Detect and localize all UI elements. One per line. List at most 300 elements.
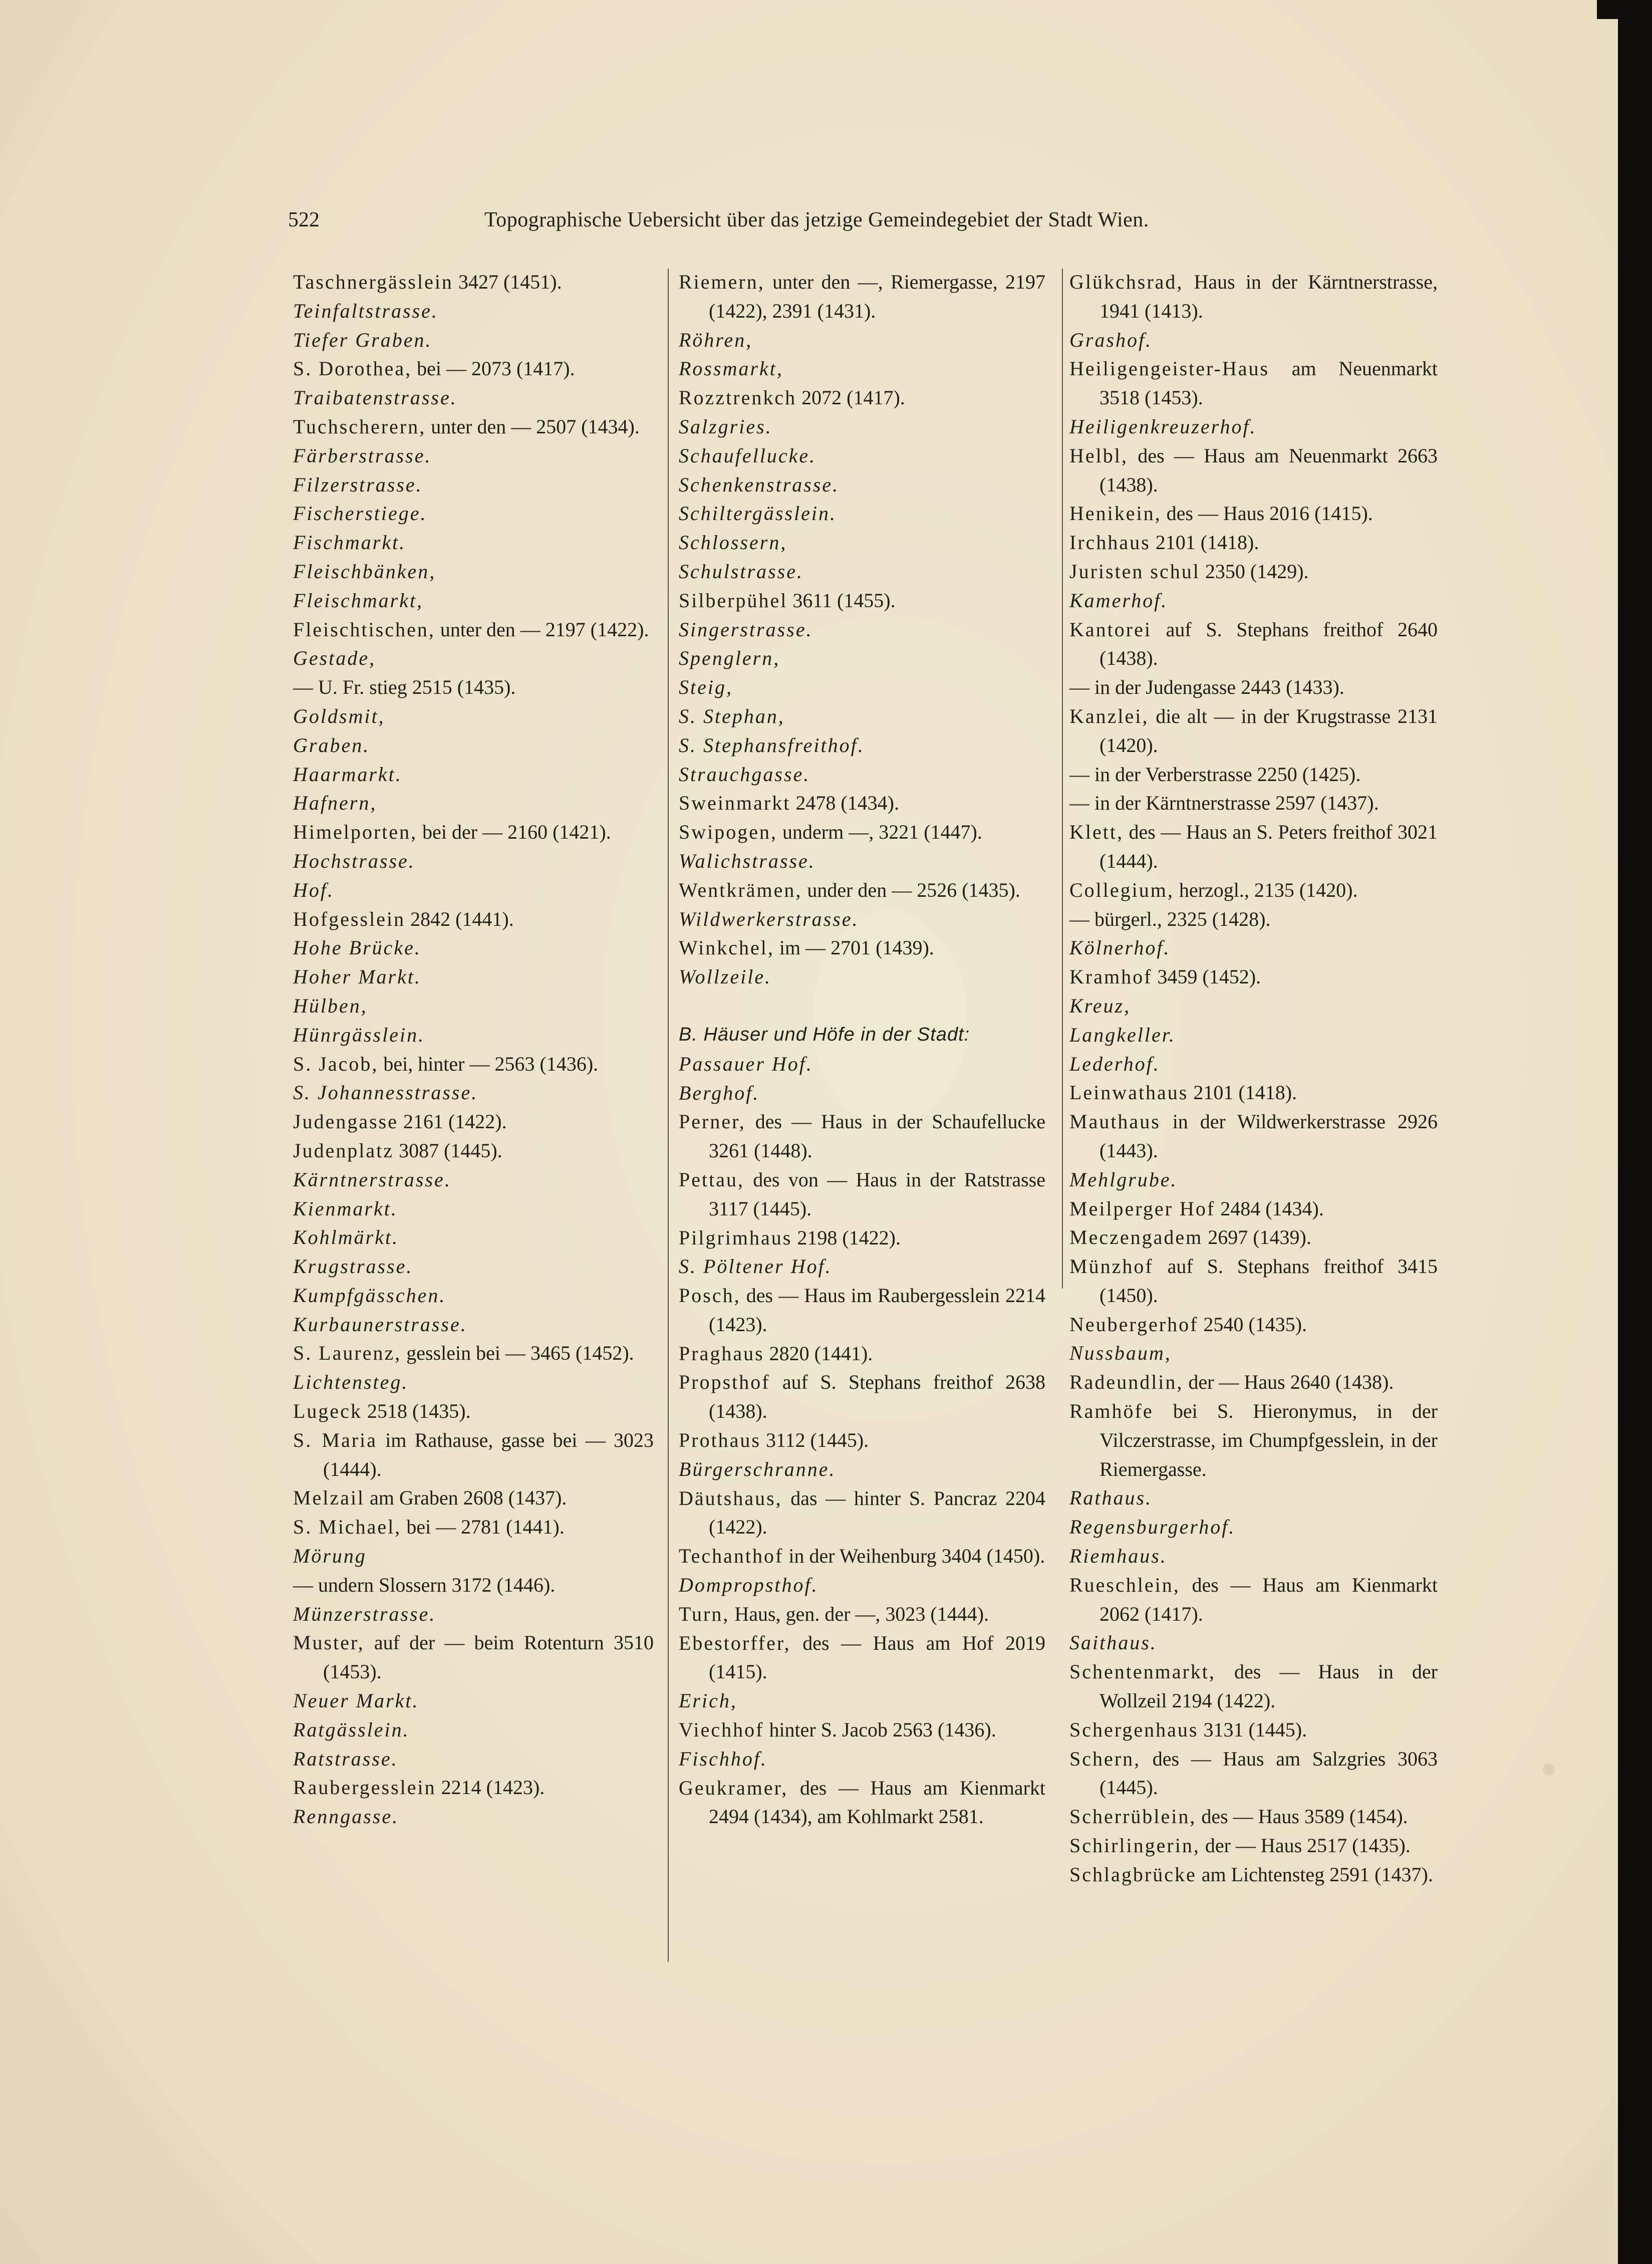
entry-headword: S. Jacob, [293,1052,379,1075]
entry-headword: Schentenmarkt, [1069,1660,1216,1683]
entry-headword: Geukramer, [679,1776,788,1799]
entry-detail: am Graben 2608 (1437). [365,1486,567,1510]
entry-detail: 2842 (1441). [405,907,514,930]
page-header [288,208,1245,238]
entry-detail: 2198 (1422). [792,1226,901,1249]
index-entry [679,615,1045,644]
entry-detail: 3112 (1445). [761,1429,869,1452]
index-entry [679,673,1045,702]
entry-headword: Filzerstrasse. [293,473,423,496]
index-entry [1069,1397,1438,1483]
index-entry [293,731,654,760]
entry-headword: Schirlingerin, [1069,1834,1200,1857]
entry-headword: Raubergesslein [293,1776,436,1799]
entry-headword: Henikein, [1069,502,1162,525]
entry-headword: Helbl, [1069,444,1128,467]
entry-headword: Kölnerhof. [1069,936,1171,959]
entry-detail: des — Haus am Neuenmarkt 2663 (1438). [1099,444,1438,496]
index-entry [679,1107,1045,1165]
entry-headword: Strauchgasse. [679,763,810,786]
index-entry [1069,1252,1438,1310]
entry-detail: das — hinter S. Pancraz 2204 (1422). [709,1486,1045,1539]
entry-headword: Schern, [1069,1747,1141,1770]
entry-headword: Viechhof [679,1718,764,1741]
entry-headword: Langkeller. [1069,1023,1176,1046]
entry-headword: Münzerstrasse. [293,1602,436,1625]
entry-detail: des — Haus im Raubergesslein 2214 (1423). [709,1284,1045,1336]
entry-detail: 2101 (1418). [1150,531,1259,554]
entry-headword: Wildwerkerstrasse. [679,907,859,930]
index-entry [1069,933,1438,962]
entry-headword: Lederhof. [1069,1052,1160,1075]
entry-detail: 2484 (1434). [1215,1197,1324,1220]
entry-detail: der — Haus 2640 (1438). [1183,1371,1394,1394]
entry-headword: Berghof. [679,1081,760,1104]
entry-headword: Salzgries. [679,415,772,438]
entry-headword: Schergenhaus [1069,1718,1199,1741]
index-entry [679,1600,1045,1629]
index-entry [1069,1194,1438,1223]
entry-headword: Pilgrimhaus [679,1226,792,1249]
page-number: 522 [288,208,320,231]
index-entry [679,1484,1045,1542]
index-entry [293,702,654,731]
entry-detail: auf der — beim Rotenturn 3510 (1453). [323,1631,654,1683]
index-entry [293,1107,654,1136]
index-entry [1069,528,1438,557]
entry-detail: des — Haus am Kienmarkt 2494 (1434), am Kohlmarkt 2581. [709,1776,1045,1828]
entry-detail: 3087 (1445). [394,1139,502,1162]
entry-headword: Fischhof. [679,1747,767,1770]
index-entry [679,1368,1045,1426]
entry-headword: Schulstrasse. [679,560,803,583]
entry-headword: Regensburgerhof. [1069,1516,1236,1539]
index-entry [293,1426,654,1484]
index-entry [293,1483,654,1513]
entry-headword: S. Stephansfreithof. [679,733,865,757]
index-entry [293,470,654,499]
entry-detail: unter den —, Riemergasse, 2197 (1422), 2391 (1431). [709,271,1045,322]
entry-detail: 2820 (1441). [764,1342,873,1365]
entry-headword: Walichstrasse. [679,849,815,872]
entry-headword: Traibatenstrasse. [293,386,457,409]
entry-headword: Hochstrasse. [293,849,415,872]
index-entry [679,760,1045,789]
entry-detail: bei — 2781 (1441). [401,1516,565,1539]
paper-stain [1543,1764,1555,1776]
entry-headword: Techanthof [679,1545,784,1568]
entry-headword: Rozztrenkch [679,386,797,409]
index-entry [1069,1744,1438,1803]
index-entry [293,1368,654,1397]
index-entry [293,1310,654,1339]
entry-headword: Pettau, [679,1168,744,1191]
entry-headword: Haarmarkt. [293,763,402,786]
entry-detail: des von — Haus in der Ratstrasse 3117 (1445). [709,1168,1045,1220]
index-entry [1069,1339,1438,1368]
entry-headword: Münzhof [1069,1255,1154,1278]
index-entry [293,326,654,355]
index-entry [679,383,1045,412]
index-entry [679,1281,1045,1339]
entry-detail: 2518 (1435). [362,1400,471,1423]
index-entry [1069,586,1438,615]
entry-detail: under den — 2526 (1435). [802,878,1020,901]
entry-detail: des — Haus 2016 (1415). [1161,502,1373,525]
index-entry [679,441,1045,470]
index-entry [679,1050,1045,1079]
entry-headword: Ebestorffer, [679,1631,791,1654]
index-entry [1069,1513,1438,1542]
index-entry [679,1455,1045,1484]
entry-headword: Melzail [293,1486,365,1510]
entry-headword: Gestade, [293,647,376,670]
index-entry [293,673,654,702]
entry-headword: Fischmarkt. [293,531,406,554]
entry-headword: Schaufellucke. [679,444,816,467]
entry-headword: Wentkrämen, [679,878,802,901]
index-entry [1069,1657,1438,1715]
index-entry [1069,326,1438,355]
entry-detail: im — 2701 (1439). [774,936,934,959]
index-entry [679,731,1045,760]
entry-detail: 2214 (1423). [436,1776,545,1799]
index-entry [679,1629,1045,1687]
entry-headword: Himelporten, [293,821,418,844]
index-entry [293,1339,654,1368]
entry-headword: Renngasse. [293,1805,399,1828]
index-entry [679,586,1045,615]
entry-headword: Tuchscherern, [293,415,426,438]
running-title: Topographische Uebersicht über das jetzige Gemeindegebiet der Stadt Wien. [484,208,1149,231]
entry-detail: des — Haus am Salzgries 3063 (1445). [1099,1747,1438,1799]
entry-detail: des — Haus 3589 (1454). [1196,1805,1408,1828]
index-entry [293,818,654,847]
entry-headword: — bürgerl., 2325 (1428). [1069,907,1271,930]
index-entry [1069,1368,1438,1397]
index-entry [1069,1715,1438,1744]
entry-headword: S. Michael, [293,1516,402,1539]
entry-detail: auf S. Stephans freithof 3415 (1450). [1099,1255,1438,1307]
entry-headword: Judengasse [293,1110,398,1133]
index-entry [293,557,654,586]
section-spacer [679,991,1045,1021]
index-entry [293,905,654,934]
entry-detail: underm —, 3221 (1447). [777,821,982,844]
index-entry [293,1513,654,1542]
entry-headword: Meczengadem [1069,1226,1203,1249]
index-entry [1069,615,1438,673]
index-entry [679,702,1045,731]
index-entry [1069,499,1438,528]
entry-detail: in der Weihenburg 3404 (1450). [783,1545,1045,1568]
entry-headword: Heiligenkreuzerhof. [1069,415,1257,438]
entry-headword: Fleischtischen, [293,618,435,641]
index-entry [679,499,1045,528]
entry-headword: Dompropsthof. [679,1574,818,1597]
entry-headword: Singerstrasse. [679,618,813,641]
index-column-3 [1069,268,1438,1889]
entry-detail: am Lichtensteg 2591 (1437). [1196,1863,1433,1886]
entry-headword: Röhren, [679,328,753,351]
entry-headword: Fischerstiege. [293,502,427,525]
index-entry [679,470,1045,499]
index-entry [1069,1223,1438,1252]
index-entry [293,1773,654,1802]
entry-detail: 3427 (1451). [453,271,562,293]
index-entry [293,1078,654,1107]
index-entry [679,1715,1045,1744]
index-entry [293,1744,654,1774]
index-entry [293,1252,654,1281]
entry-headword: Posch, [679,1284,741,1307]
entry-headword: Schlossern, [679,531,787,554]
index-entry [293,1165,654,1194]
index-entry [293,297,654,326]
entry-headword: Kramhof [1069,965,1153,988]
entry-detail: die alt — in der Krugstrasse 2131 (1420). [1099,704,1438,757]
entry-detail: 2101 (1418). [1188,1081,1297,1104]
index-entry [679,962,1045,991]
entry-headword: Propsthof [679,1371,770,1394]
entry-headword: S. Laurenz, [293,1342,402,1365]
entry-headword: Bürgerschranne. [679,1457,836,1480]
index-entry [679,933,1045,962]
entry-headword: Juristen schul [1069,560,1200,583]
index-entry [1069,876,1438,905]
entry-detail: 2161 (1422). [398,1110,507,1133]
index-entry [293,876,654,905]
entry-headword: Silberpühel [679,589,788,612]
entry-headword: Erich, [679,1689,737,1712]
index-entry [293,586,654,615]
entry-detail: in der Wildwerkerstrasse 2926 (1443). [1099,1110,1438,1162]
index-entry [293,1281,654,1310]
entry-headword: Hof. [293,878,334,901]
entry-headword: Saithaus. [1069,1631,1157,1654]
index-entry [1069,991,1438,1021]
entry-headword: Kurbaunerstrasse. [293,1313,467,1336]
entry-headword: — U. Fr. stieg 2515 (1435). [293,676,516,699]
entry-headword: Lichtensteg. [293,1371,409,1394]
index-entry [1069,1050,1438,1079]
entry-headword: Muster, [293,1631,365,1654]
entry-headword: Fleischmarkt, [293,589,424,612]
entry-headword: Däutshaus, [679,1486,782,1510]
entry-detail: 3459 (1452). [1152,965,1261,988]
entry-headword: — in der Verberstrasse 2250 (1425). [1069,763,1361,786]
index-entry [679,1426,1045,1455]
index-entry [293,1021,654,1050]
index-entry [1069,702,1438,760]
index-entry [679,1223,1045,1252]
entry-headword: Riemhaus. [1069,1545,1167,1568]
entry-headword: Radeundlin, [1069,1371,1184,1394]
index-entry [293,789,654,818]
index-entry [1069,760,1438,789]
entry-detail: bei — 2073 (1417). [412,357,575,380]
index-entry [293,1194,654,1223]
entry-detail: des — Haus am Hof 2019 (1415). [709,1631,1045,1683]
entry-detail: des — Haus an S. Peters freithof 3021 (1444). [1099,821,1438,872]
entry-headword: Heiligengeister-Haus [1069,357,1270,380]
index-entry [1069,1165,1438,1194]
entry-headword: Spenglern, [679,647,780,670]
entry-headword: Schlagbrücke [1069,1863,1197,1886]
index-entry [679,1686,1045,1715]
entry-headword: Neuer Markt. [293,1689,419,1712]
index-entry [1069,557,1438,586]
entry-headword: Krugstrasse. [293,1255,413,1278]
entry-detail: des — Haus in der Wollzeil 2194 (1422). [1099,1660,1438,1712]
entry-headword: Scherrüblein, [1069,1805,1197,1828]
entry-headword: Tiefer Graben. [293,328,432,351]
index-entry [1069,1542,1438,1571]
entry-headword: Lugeck [293,1400,362,1423]
index-entry [293,615,654,644]
entry-headword: Hoher Markt. [293,965,421,988]
entry-detail: 2350 (1429). [1200,560,1309,583]
index-entry [293,1542,654,1571]
index-column-1 [293,268,654,1831]
index-entry [1069,789,1438,818]
entry-headword: Schiltergässlein. [679,502,837,525]
entry-headword: Praghaus [679,1342,764,1365]
index-entry [679,1542,1045,1571]
entry-detail: herzogl., 2135 (1420). [1174,878,1358,901]
index-entry [1069,1860,1438,1889]
entry-headword: Kohlmärkt. [293,1226,399,1249]
index-entry [1069,1107,1438,1165]
entry-headword: S. Maria [293,1428,378,1451]
entry-detail: unter den — 2197 (1422). [435,618,649,641]
index-entry [679,905,1045,934]
index-entry [679,1744,1045,1774]
index-entry [1069,1483,1438,1513]
index-entry [293,1397,654,1426]
entry-headword: Winkchel, [679,936,774,959]
column-divider [1062,269,1063,1289]
index-entry [1069,412,1438,441]
entry-headword: Sweinmarkt [679,792,791,815]
entry-headword: Neubergerhof [1069,1313,1199,1336]
index-entry [679,528,1045,557]
entry-detail: gesslein bei — 3465 (1452). [401,1342,634,1365]
index-entry [293,441,654,470]
index-entry [679,326,1045,355]
entry-detail: Haus in der Kärntnerstrasse, 1941 (1413). [1099,271,1438,322]
index-entry [1069,1021,1438,1050]
entry-detail: bei der — 2160 (1421). [417,821,611,844]
entry-headword: Rathaus. [1069,1486,1153,1510]
entry-headword: Mörung [293,1545,367,1568]
index-entry [679,1774,1045,1832]
index-entry [293,1715,654,1744]
index-entry [293,383,654,412]
index-entry [1069,1831,1438,1860]
scan-border-tab [1597,0,1618,19]
entry-headword: Kamerhof. [1069,589,1168,612]
index-entry [679,1571,1045,1600]
index-entry [1069,962,1438,991]
entry-headword: Hohe Brücke. [293,936,421,959]
entry-headword: S. Pöltener Hof. [679,1255,832,1278]
entry-headword: Schenkenstrasse. [679,473,840,496]
entry-headword: Passauer Hof. [679,1052,813,1075]
entry-headword: Meilperger Hof [1069,1197,1216,1220]
entry-headword: S. Johannesstrasse. [293,1081,478,1104]
index-entry [679,557,1045,586]
entry-headword: Goldsmit, [293,704,385,727]
entry-headword: Rueschlein, [1069,1573,1180,1596]
entry-headword: Kreuz, [1069,994,1131,1017]
index-entry [293,1050,654,1079]
entry-headword: Perner, [679,1110,746,1133]
entry-headword: Teinfaltstrasse. [293,299,438,322]
index-entry [293,1223,654,1252]
entry-headword: Rossmarkt, [679,357,783,380]
entry-headword: Judenplatz [293,1139,394,1162]
entry-headword: Riemern, [679,271,765,293]
index-entry [1069,818,1438,876]
index-entry [679,1165,1045,1223]
index-entry [1069,1571,1438,1629]
section-heading: B. Häuser und Höfe in der Stadt: [679,1024,970,1045]
index-entry [679,847,1045,876]
entry-headword: — undern Slossern 3172 (1446). [293,1573,556,1596]
entry-detail: 2072 (1417). [796,386,905,409]
entry-headword: Ratgässlein. [293,1718,410,1741]
entry-headword: Ratstrasse. [293,1747,398,1770]
index-entry [293,644,654,673]
entry-headword: Kienmarkt. [293,1197,398,1220]
index-entry [679,268,1045,326]
entry-headword: S. Dorothea, [293,357,412,380]
index-entry [679,1252,1045,1281]
entry-headword: Wollzeile. [679,965,772,988]
entry-headword: Taschnergässlein [293,271,453,293]
entry-headword: Leinwathaus [1069,1081,1189,1104]
entry-detail: unter den — 2507 (1434). [426,415,640,438]
index-entry [293,1802,654,1831]
index-entry [679,354,1045,383]
entry-detail: am Neuenmarkt 3518 (1453). [1099,357,1438,409]
index-entry [293,933,654,962]
entry-headword: Kärntnerstrasse. [293,1168,451,1191]
entry-headword: Kanzlei, [1069,704,1149,727]
index-entry [293,991,654,1021]
entry-headword: Mehlgrube. [1069,1168,1178,1191]
index-entry [679,818,1045,847]
index-entry [679,412,1045,441]
entry-headword: — in der Kärntnerstrasse 2597 (1437). [1069,792,1379,815]
entry-headword: Ramhöfe [1069,1400,1154,1423]
entry-detail: Haus, gen. der —, 3023 (1444). [729,1602,989,1625]
index-entry [679,876,1045,905]
entry-headword: Fleischbänken, [293,560,436,583]
index-entry [1069,441,1438,499]
index-entry [293,499,654,528]
entry-headword: Collegium, [1069,878,1174,901]
index-column-2 [679,268,1045,1831]
column-divider [668,269,669,1962]
index-entry [1069,1310,1438,1339]
entry-detail: der — Haus 2517 (1435). [1200,1834,1411,1857]
entry-headword: Swipogen, [679,821,777,844]
index-entry [293,760,654,789]
entry-headword: Steig, [679,676,733,699]
entry-detail: des — Haus am Kienmarkt 2062 (1417). [1099,1573,1438,1625]
